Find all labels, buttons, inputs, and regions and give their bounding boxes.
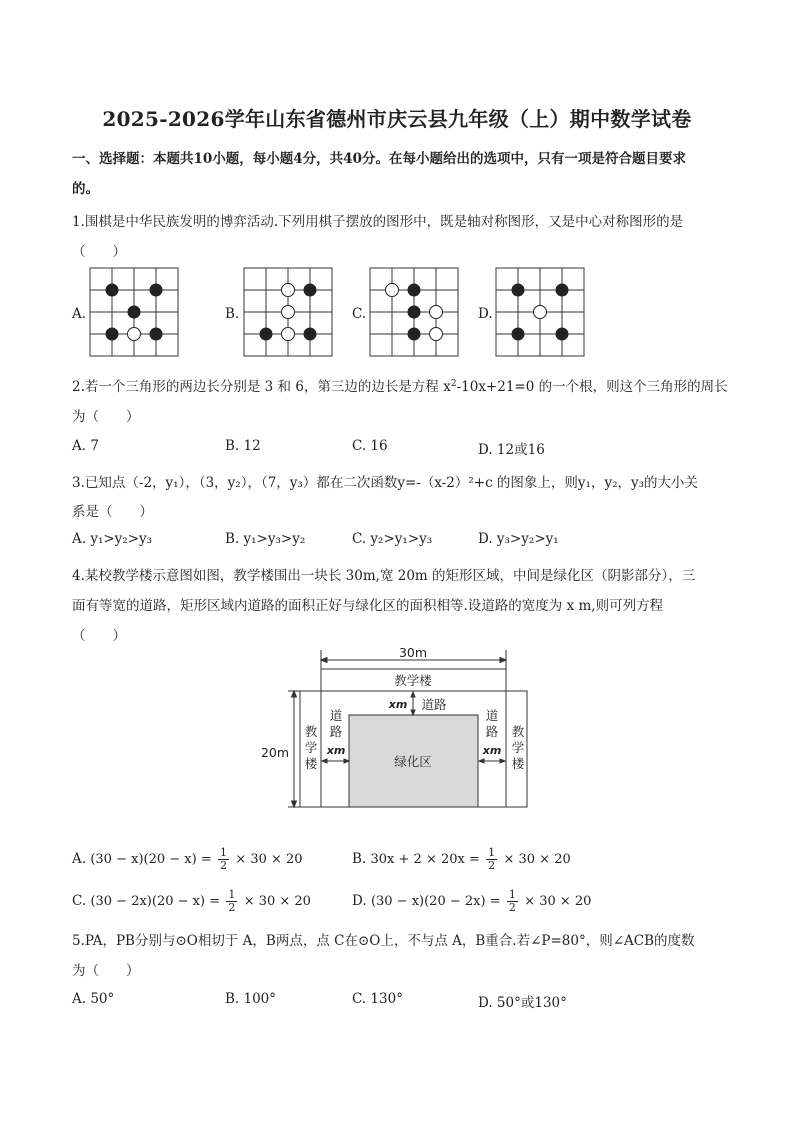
- q4-option-d: [352, 889, 591, 914]
- right-road-char-1: 道: [485, 708, 499, 723]
- top-road-width: xm: [388, 698, 408, 711]
- q3-option-a: A. y₁>y₂>y₃: [72, 531, 153, 547]
- q3-stem-line2: 系是（ ）: [72, 504, 153, 520]
- q4-option-a: [72, 847, 303, 872]
- height-label: 20m: [260, 745, 290, 760]
- q4-option-c: [72, 889, 311, 914]
- green-area-label: 绿化区: [394, 754, 432, 769]
- section-instruction-line2: 的。: [72, 181, 99, 197]
- q4-option-c-lhs: (30 − 2x)(20 − x) =: [90, 894, 221, 909]
- q5-stem-line2: 为（ ）: [72, 963, 140, 979]
- q5-option-a: A. 50°: [72, 991, 115, 1007]
- right-building-char-1: 教: [511, 724, 525, 739]
- go-board-c: [369, 267, 461, 357]
- q2-stem-line1: [72, 375, 728, 395]
- q4-option-c-fraction: [226, 889, 237, 914]
- q4-option-c-numerator: 1: [228, 888, 236, 901]
- q5-option-b: B. 100°: [225, 991, 277, 1007]
- q4-option-a-fraction: [218, 847, 229, 872]
- q4-stem-line2: 面有等宽的道路，矩形区域内道路的面积正好与绿化区的面积相等.设道路的宽度为 x m,则可列方程: [72, 598, 664, 614]
- right-building-char-2: 学: [511, 740, 525, 755]
- q2-option-a: A. 7: [72, 438, 99, 454]
- section-instruction-line1: 一、选择题：本题共10小题，每小题4分，共40分。在每小题给出的选项中，只有一项是符合题目要求: [72, 151, 686, 167]
- q1-option-c-label: C.: [352, 306, 367, 322]
- q4-option-c-letter: C.: [72, 893, 87, 909]
- q1-option-d-label: D.: [478, 306, 493, 322]
- q2-option-b: B. 12: [225, 438, 261, 454]
- q4-option-d-denominator: 2: [508, 901, 516, 914]
- q3-option-d: D. y₃>y₂>y₁: [478, 531, 559, 547]
- campus-diagram: [260, 640, 540, 812]
- go-board-b: [243, 267, 335, 357]
- width-label: 30m: [398, 645, 428, 660]
- q2-stem-part2: -10x+21=0 的一个根，则这个三角形的周长: [456, 379, 728, 395]
- go-board-d: [495, 267, 587, 357]
- q4-option-a-rhs: × 30 × 20: [235, 852, 303, 867]
- q4-option-a-letter: A.: [72, 851, 87, 867]
- q4-option-b-lhs: 30x + 2 × 20x =: [370, 852, 480, 867]
- q4-option-d-numerator: 1: [508, 888, 516, 901]
- q4-option-d-fraction: [507, 889, 518, 914]
- q4-option-b-fraction: [486, 847, 497, 872]
- left-building-char-2: 学: [304, 740, 318, 755]
- q1-option-b-label: B.: [225, 306, 240, 322]
- q4-option-a-numerator: 1: [220, 846, 228, 859]
- q4-option-c-denominator: 2: [228, 901, 236, 914]
- go-board-a: [89, 267, 181, 357]
- q2-stem-exponent: 2: [450, 379, 457, 389]
- q5-option-d: D. 50°或130°: [478, 995, 567, 1011]
- q4-option-d-rhs: × 30 × 20: [524, 894, 592, 909]
- q4-option-a-lhs: (30 − x)(20 − x) =: [90, 852, 212, 867]
- q4-option-b-rhs: × 30 × 20: [503, 852, 571, 867]
- q5-option-c: C. 130°: [352, 991, 403, 1007]
- q2-option-d: D. 12或16: [478, 442, 545, 458]
- left-road-char-1: 道: [329, 708, 343, 723]
- q4-option-c-rhs: × 30 × 20: [243, 894, 311, 909]
- right-road-width: xm: [482, 744, 502, 757]
- q2-stem-line2: 为（ ）: [72, 409, 140, 425]
- left-building-char-1: 教: [304, 724, 318, 739]
- left-road-char-2: 路: [329, 724, 343, 739]
- right-road-char-2: 路: [485, 724, 499, 739]
- q1-option-a-label: A.: [72, 306, 87, 322]
- q4-blank: （ ）: [72, 628, 126, 644]
- q5-stem-line1: 5.PA，PB分别与⊙O相切于 A，B两点，点 C在⊙O上，不与点 A，B重合.若∠P=80°，则∠ACB的度数: [72, 933, 695, 949]
- left-road-width: xm: [326, 744, 346, 757]
- q4-option-a-denominator: 2: [220, 859, 228, 872]
- q4-option-b: [352, 847, 571, 872]
- q4-option-b-letter: B.: [352, 851, 367, 867]
- q2-option-c: C. 16: [352, 438, 388, 454]
- q4-stem-line1: 4.某校教学楼示意图如图，教学楼围出一块长 30m,宽 20m 的矩形区域，中间是绿化区（阴影部分），三: [72, 568, 696, 584]
- q4-option-b-numerator: 1: [488, 846, 496, 859]
- left-building-char-3: 楼: [304, 756, 318, 771]
- top-road-label: 道路: [421, 697, 447, 712]
- q3-option-c: C. y₂>y₁>y₃: [352, 531, 433, 547]
- q3-stem-line1: 3.已知点（-2，y₁），（3，y₂），（7，y₃）都在二次函数y=-（x-2）²+c 的图象上，则y₁，y₂，y₃的大小关: [72, 475, 699, 491]
- top-building-label: 教学楼: [394, 673, 432, 688]
- q4-option-d-letter: D.: [352, 893, 367, 909]
- q1-blank: （ ）: [72, 244, 126, 260]
- q2-stem-part1: 2.若一个三角形的两边长分别是 3 和 6，第三边的边长是方程 x: [72, 379, 451, 395]
- page-title: 2025-2026学年山东省德州市庆云县九年级（上）期中数学试卷: [102, 107, 692, 131]
- q4-option-b-denominator: 2: [488, 859, 496, 872]
- q4-option-d-lhs: (30 − x)(20 − 2x) =: [370, 894, 501, 909]
- right-building-char-3: 楼: [511, 756, 525, 771]
- q3-option-b: B. y₁>y₃>y₂: [225, 531, 306, 547]
- q1-stem: 1.围棋是中华民族发明的博弈活动.下列用棋子摆放的图形中，既是轴对称图形，又是中心对称图形的是: [72, 214, 684, 230]
